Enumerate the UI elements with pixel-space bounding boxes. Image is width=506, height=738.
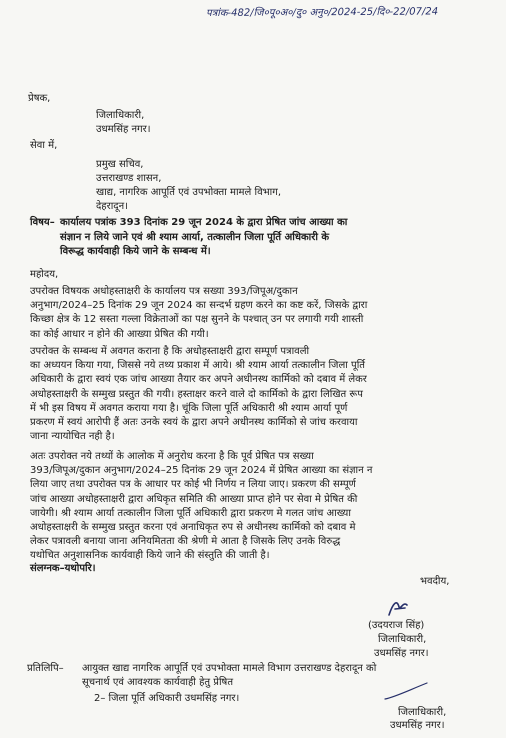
recipient-line: प्रमुख सचिव,: [96, 159, 144, 170]
paragraph-line: अधोहस्ताक्षरी के सम्मुख प्रस्तुत करना एवं अनाधिकृत रुप से अधीनस्थ कार्मिको को दबाव मे: [30, 522, 356, 534]
copy-signatory-place: उधमसिंह नगर।: [390, 720, 445, 731]
paragraph-line: प्रकरण में स्वयं आरोपी हैं अतः उनके स्वयं के द्वारा अपने अधीनस्थ कार्मिको से जांच करवाया: [30, 417, 358, 429]
paragraph-line: किच्छा क्षेत्र के 12 सस्ता गल्ला विक्रेताओं का पक्ष सुनने के पश्चात् उन पर लगायी गयी शास्ती: [30, 314, 364, 326]
paragraph-line: जायेगी। श्री श्याम आर्या तत्कालीन जिला पूर्ति अधिकारी द्वारा प्रकरण मे गलत जांच आख्या: [30, 507, 351, 519]
paragraph-line: का कोई आधार न होने की आख्या प्रेषित की गयी।: [30, 328, 209, 340]
signature-mark: [385, 597, 413, 619]
paragraph-line: अधिकारी के द्वारा स्वयं एक जांच आख्या तैयार कर अपने अधीनस्थ कार्मिको को दबाव में लेकर: [30, 374, 367, 386]
paragraph-line: 393/जिपूअ/दुकान अनुभाग/2024–25 दिनांक 29 जून 2024 में प्रेषित आख्या का संज्ञान न: [30, 465, 373, 477]
copy-label: प्रतिलिपि–: [27, 663, 64, 674]
sender-name: जिलाधिकारी,: [96, 110, 145, 121]
paragraph-line: जाना न्यायोचित नही है।: [30, 431, 115, 443]
paragraph-line: में भी इस विषय में अवगत कराया गया है। चूंकि जिला पूर्ति अधिकारी श्री श्याम आर्या पूर्ण: [30, 402, 348, 414]
paragraph-line: उपरोक्त के सम्बन्ध में अवगत कराना है कि अधोहस्ताक्षरी द्वारा सम्पूर्ण पत्रावली: [30, 346, 310, 357]
copy-line-1b: सूचनार्थ एवं आवश्यक कार्यवाही हेतु प्रेषित: [82, 677, 234, 688]
paragraph-line: लिया जाए तथा उपरोक्त पत्र के आधार पर कोई भी निर्णय न लिया जाए। प्रकरण की सम्पूर्ण: [30, 479, 356, 491]
subject-label: विषय–: [30, 217, 55, 228]
sender-label: प्रेषक,: [28, 93, 51, 104]
reference-number: पत्रांक-482/जि०पू०अ०/दु० अनु०/2024-25/दि०-22/07/24: [205, 6, 439, 20]
paragraph-3: [30, 450, 480, 564]
signatory-designation: जिलाधिकारी,: [378, 634, 427, 645]
signatory-name: (उदयराज सिंह): [368, 620, 425, 631]
salutation: महोदय,: [30, 269, 59, 280]
subject-line: कार्यालय पत्रांक 393 दिनांक 29 जून 2024 के द्वारा प्रेषित जांच आख्या का: [60, 217, 348, 228]
sender-place: उधमसिंह नगर।: [96, 124, 151, 135]
paragraph-line: यथोचित अनुशासनिक कार्यवाही किये जाने की संस्तुति की जाती है।: [30, 550, 270, 562]
paragraph-line: अनुभाग/2024–25 दिनांक 29 जून 2024 का सन्दर्भ ग्रहण करने का कष्ट करें, जिसके द्वारा: [30, 300, 368, 312]
copy-line-2: 2– जिला पूर्ति अधिकारी उधमसिंह नगर।: [94, 693, 240, 704]
signatory-place: उधमसिंह नगर।: [374, 648, 429, 659]
closing-yours: भवदीय,: [420, 576, 450, 587]
recipient-line: उत्तराखण्ड शासन,: [96, 173, 162, 184]
paragraph-1: [30, 285, 480, 342]
subject-text: [60, 216, 472, 260]
copy-line-1: आयुक्त खाद्य नागरिक आपूर्ति एवं उपभोक्ता मामले विभाग उत्तराखण्ड देहरादून को: [82, 663, 377, 674]
paragraph-line: जांच आख्या अधोहस्ताक्षरी द्वारा अधिकृत समिति की आख्या प्राप्त होने पर सेवा मे प्रेषित की: [30, 493, 358, 505]
paragraph-line: लेकर पत्रावली बनाया जाना अनियमितता की श्रेणी मे आता है जिसके लिए उनके विरुद्ध: [30, 536, 341, 548]
paragraph-2: [30, 345, 480, 444]
enclosure-note: संलग्नक–यथोपरि।: [30, 563, 96, 574]
recipient-line: देहरादून।: [96, 201, 128, 212]
recipient-line: खाद्य, नागरिक आपूर्ति एवं उपभोक्ता मामले विभाग,: [96, 187, 282, 198]
subject-line: विरूद्ध कार्यवाही किये जाने के सम्बन्ध में।: [60, 246, 211, 257]
subject-line: संज्ञान न लिये जाने एवं श्री श्याम आर्या, तत्कालीन जिला पूर्ति अधिकारी के: [60, 231, 330, 243]
paragraph-line: का अध्ययन किया गया, जिससे नये तथ्य प्रकाश में आये। श्री श्याम आर्या तत्कालीन जिला पूर्ति: [30, 360, 365, 372]
paragraph-line: उपरोक्त विषयक अधोहस्ताक्षरी के कार्यालय पत्र सख्या 393/जिपूअ/दुकान: [30, 286, 298, 297]
paragraph-line: अधोहस्ताक्षरी के सम्मुख प्रस्तुत की गयी। हस्ताक्षर करने वाले दो कार्मिको के द्वारा लिखित रूप: [30, 388, 363, 400]
copy-signatory-designation: जिलाधिकारी,: [398, 707, 447, 718]
recipient-label: सेवा में,: [30, 140, 58, 151]
paragraph-line: अतः उपरोक्त नये तथ्यों के आलोक में अनुरोध करना है कि पूर्व प्रेषित पत्र सख्या: [30, 451, 314, 462]
signature-mark: [381, 681, 431, 703]
